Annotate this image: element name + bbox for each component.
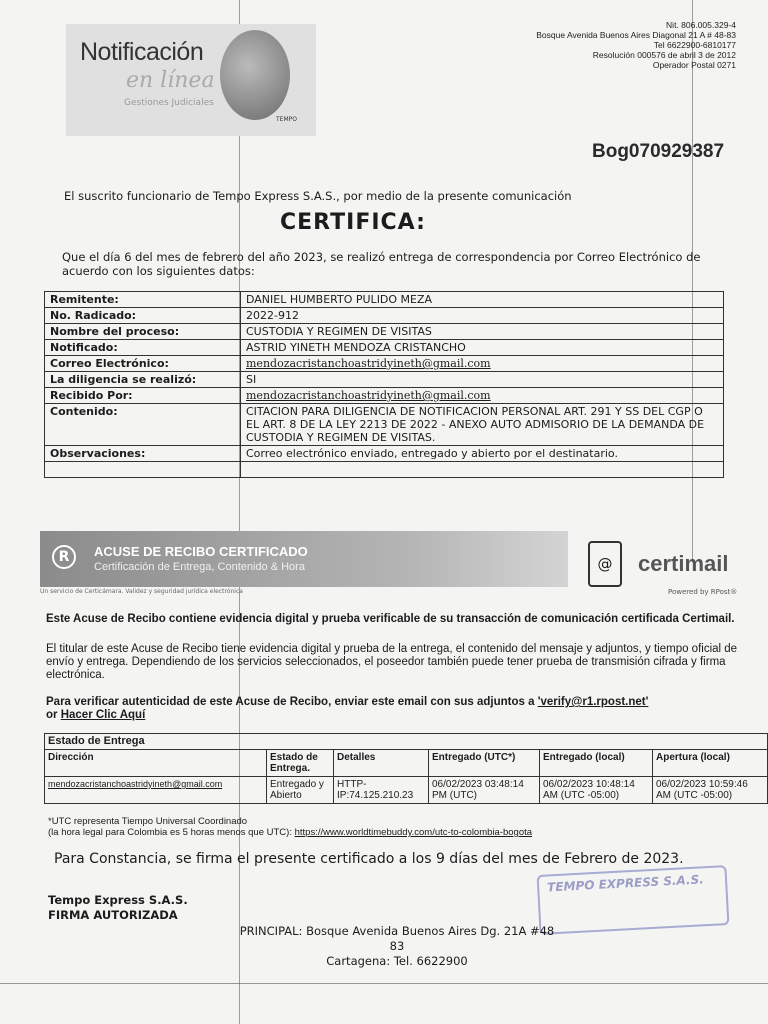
evidence-description: El titular de este Acuse de Recibo tiene evidencia digital y prueba de la entrega, el contenido del mensaje y adjuntos, y tiempo oficial de envío y entrega. Dependiendo de los servicios seleccionados, el poseedor también puede tener prueba de transmisión cifrada y firma electrónica. bbox=[46, 643, 738, 681]
banner-title: ACUSE DE RECIBO CERTIFICADO bbox=[94, 544, 308, 559]
col-header: Apertura (local) bbox=[653, 750, 768, 777]
address-line: PRINCIPAL: Bosque Avenida Buenos Aires Dg. 21A #48 83 bbox=[239, 924, 555, 953]
utc-line: (la hora legal para Colombia es 5 horas menos que UTC): bbox=[48, 827, 295, 838]
status-address[interactable]: mendozacristanchoastridyineth@gmail.com bbox=[45, 777, 267, 804]
info-row bbox=[45, 372, 724, 388]
delivery-info-table bbox=[44, 291, 724, 478]
info-value: CUSTODIA Y REGIMEN DE VISITAS bbox=[241, 324, 724, 340]
col-header: Estado de Entrega. bbox=[267, 750, 334, 777]
or-text: or bbox=[46, 709, 61, 721]
header-line: Resolución 000576 de abril 3 de 2012 bbox=[592, 50, 736, 60]
info-label: Observaciones: bbox=[45, 446, 241, 462]
logo-title: Notificación bbox=[80, 38, 204, 66]
evidence-heading: Este Acuse de Recibo contiene evidencia digital y prueba verificable de su transacción de comunicación certificada Certimail. bbox=[46, 613, 735, 625]
col-header: Entregado (local) bbox=[540, 750, 653, 777]
registered-icon: R bbox=[52, 545, 76, 569]
header-line: Operador Postal 0271 bbox=[652, 60, 736, 70]
company-name: Tempo Express S.A.S. bbox=[48, 893, 188, 907]
certimail-phone-icon: @ bbox=[588, 541, 622, 587]
info-value bbox=[241, 462, 724, 478]
verify-email-link[interactable]: 'verify@r1.rpost.net' bbox=[537, 696, 649, 708]
page-bottom-line bbox=[0, 983, 768, 984]
info-label: Recibido Por: bbox=[45, 388, 241, 404]
info-row bbox=[45, 308, 724, 324]
status-details: HTTP-IP:74.125.210.23 bbox=[334, 777, 429, 804]
header-line: Nit. 806.005.329-4 bbox=[666, 20, 736, 30]
info-label: Remitente: bbox=[45, 292, 241, 308]
intro-text: El suscrito funcionario de Tempo Express S.A.S., por medio de la presente comunicación bbox=[64, 189, 572, 203]
signature-block bbox=[48, 893, 188, 923]
col-header: Detalles bbox=[334, 750, 429, 777]
header-line: Tel 6622900-6810177 bbox=[653, 40, 736, 50]
company-header bbox=[536, 20, 736, 70]
powered-by: Powered by RPost® bbox=[668, 588, 738, 596]
logo-subtitle: en línea bbox=[126, 68, 215, 93]
delivery-paragraph: Que el día 6 del mes de febrero del año 2023, se realizó entrega de correspondencia por Correo Electrónico de acuerdo con los siguientes datos: bbox=[62, 250, 701, 278]
utc-line: *UTC representa Tiempo Universal Coordinado bbox=[48, 816, 248, 827]
authorized-signature: FIRMA AUTORIZADA bbox=[48, 908, 178, 922]
info-value: DANIEL HUMBERTO PULIDO MEZA bbox=[241, 292, 724, 308]
company-stamp: TEMPO EXPRESS S.A.S. bbox=[537, 865, 730, 935]
col-header: Dirección bbox=[45, 750, 267, 777]
info-row bbox=[45, 388, 724, 404]
banner-footer: Un servicio de Certicámara. Validez y seguridad jurídica electrónica bbox=[40, 588, 243, 595]
info-row bbox=[45, 292, 724, 308]
notificacion-logo bbox=[66, 24, 316, 136]
status-opened: 06/02/2023 10:59:46 AM (UTC -05:00) bbox=[653, 777, 768, 804]
info-row bbox=[45, 404, 724, 446]
constancia-text: Para Constancia, se firma el presente certificado a los 9 días del mes de Febrero de 2023. bbox=[54, 851, 684, 867]
certifica-heading: CERTIFICA: bbox=[280, 210, 426, 235]
status-local: 06/02/2023 10:48:14 AM (UTC -05:00) bbox=[540, 777, 653, 804]
header-line: Bosque Avenida Buenos Aires Diagonal 21 A # 48-83 bbox=[536, 30, 736, 40]
info-row bbox=[45, 324, 724, 340]
info-row bbox=[45, 462, 724, 478]
logo-brand: TEMPO bbox=[276, 116, 297, 123]
info-row bbox=[45, 356, 724, 372]
address-line: Cartagena: Tel. 6622900 bbox=[326, 954, 468, 968]
info-value: Correo electrónico enviado, entregado y abierto por el destinatario. bbox=[241, 446, 724, 462]
info-label: La diligencia se realizó: bbox=[45, 372, 241, 388]
utc-note bbox=[48, 816, 532, 838]
verify-text: Para verificar autenticidad de este Acuse de Recibo, enviar este email con sus adjuntos a bbox=[46, 696, 538, 708]
principal-address bbox=[232, 924, 562, 969]
logo-tagline: Gestiones Judiciales bbox=[124, 98, 214, 108]
info-value: CITACION PARA DILIGENCIA DE NOTIFICACION PERSONAL ART. 291 Y SS DEL CGP O EL ART. 8 DE LA LEY 2213 DE 2022 - ANEXO AUTO ADMISORIO DE LA DEMANDA DE CUSTODIA Y REGIMEN DE VISITAS. bbox=[241, 404, 724, 446]
col-header: Entregado (UTC*) bbox=[429, 750, 540, 777]
info-email[interactable]: mendozacristanchoastridyineth@gmail.com bbox=[241, 356, 724, 372]
info-label: Contenido: bbox=[45, 404, 241, 446]
delivery-status-table bbox=[44, 733, 768, 804]
banner-subtitle: Certificación de Entrega, Contenido & Hora bbox=[94, 561, 305, 573]
scan-fold-line bbox=[239, 0, 240, 1024]
info-row bbox=[45, 446, 724, 462]
status-utc: 06/02/2023 03:48:14 PM (UTC) bbox=[429, 777, 540, 804]
acuse-banner bbox=[40, 531, 568, 587]
info-value: SI bbox=[241, 372, 724, 388]
click-here-link[interactable]: Hacer Clic Aquí bbox=[60, 709, 146, 721]
info-label bbox=[45, 462, 241, 478]
info-row bbox=[45, 340, 724, 356]
verify-instructions bbox=[46, 696, 766, 722]
globe-logo-icon bbox=[220, 30, 290, 120]
info-label: Notificado: bbox=[45, 340, 241, 356]
info-value: 2022-912 bbox=[241, 308, 724, 324]
info-label: No. Radicado: bbox=[45, 308, 241, 324]
reference-number: Bog070929387 bbox=[592, 141, 725, 162]
info-label: Nombre del proceso: bbox=[45, 324, 241, 340]
status-title: Estado de Entrega bbox=[45, 734, 768, 750]
info-value: ASTRID YINETH MENDOZA CRISTANCHO bbox=[241, 340, 724, 356]
status-state: Entregado y Abierto bbox=[267, 777, 334, 804]
worldtimebuddy-link[interactable]: https://www.worldtimebuddy.com/utc-to-colombia-bogota bbox=[294, 827, 533, 838]
info-label: Correo Electrónico: bbox=[45, 356, 241, 372]
certimail-logo: certimail bbox=[638, 551, 729, 576]
info-email[interactable]: mendozacristanchoastridyineth@gmail.com bbox=[241, 388, 724, 404]
